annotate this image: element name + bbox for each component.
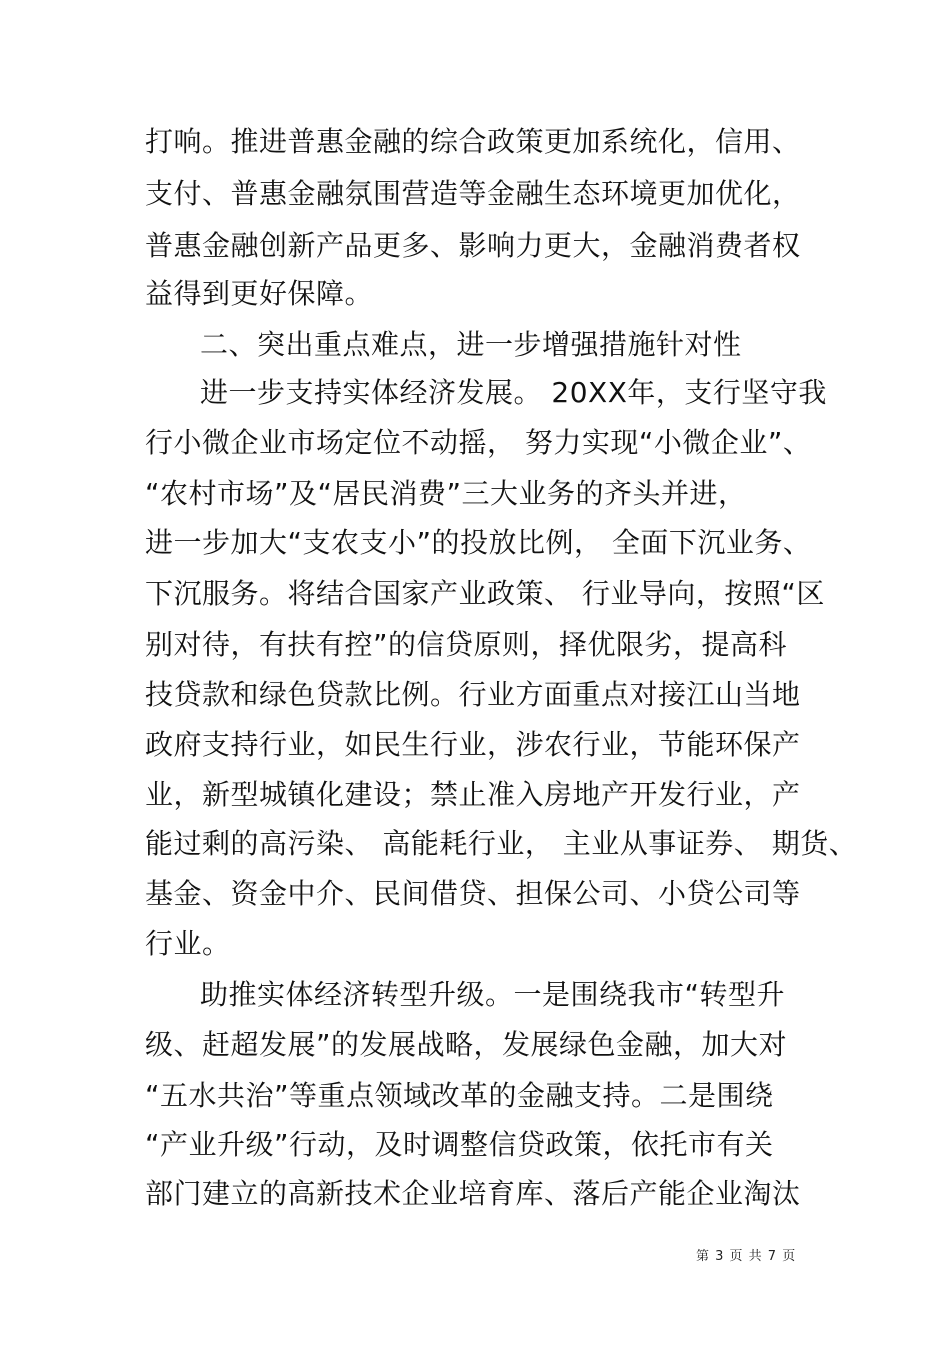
text-line: 部门建立的高新技术企业培育库、落后产能企业淘汰 xyxy=(145,1177,801,1210)
page-number: 第 3 页 共 7 页 xyxy=(696,1249,797,1264)
text-line: 基金、资金中介、民间借贷、担保公司、小贷公司等 xyxy=(145,877,801,910)
text-line: 行业。 xyxy=(145,927,231,960)
text-line: 技贷款和绿色贷款比例。行业方面重点对接江山当地 xyxy=(145,678,801,711)
text-line: 别对待，有扶有控”的信贷原则，择优限劣，提高科 xyxy=(145,628,788,661)
text-line: 普惠金融创新产品更多、影响力更大，金融消费者权 xyxy=(145,229,801,262)
text-line: 下沉服务。将结合国家产业政策、 行业导向，按照“区 xyxy=(145,577,825,610)
text-line: 能过剩的高污染、 高能耗行业， 主业从事证券、 期货、 xyxy=(145,827,858,860)
text-line: “产业升级”行动，及时调整信贷政策，依托市有关 xyxy=(145,1128,774,1161)
paragraph-first-line: 助推实体经济转型升级。一是围绕我市“转型升 xyxy=(200,978,786,1011)
text-line: 进一步加大“支农支小”的投放比例， 全面下沉业务、 xyxy=(145,526,812,559)
section-heading: 二、突出重点难点，进一步增强措施针对性 xyxy=(200,328,742,361)
text-line: 支付、普惠金融氛围营造等金融生态环境更加优化， xyxy=(145,177,801,210)
text-line: 行小微企业市场定位不动摇， 努力实现“小微企业”、 xyxy=(145,426,812,459)
text-line: 益得到更好保障。 xyxy=(145,277,374,310)
text-line: 打响。推进普惠金融的综合政策更加系统化，信用、 xyxy=(145,125,801,158)
text-line: 业，新型城镇化建设；禁止准入房地产开发行业，产 xyxy=(145,778,801,811)
text-line: “农村市场”及“居民消费”三大业务的齐头并进， xyxy=(145,477,747,510)
text-line: 政府支持行业，如民生行业，涉农行业，节能环保产 xyxy=(145,728,801,761)
text-line: 级、赶超发展”的发展战略，发展绿色金融，加大对 xyxy=(145,1028,788,1061)
text-line: “五水共治”等重点领域改革的金融支持。二是围绕 xyxy=(145,1079,774,1112)
paragraph-first-line: 进一步支持实体经济发展。 20XX年，支行坚守我 xyxy=(200,376,827,409)
